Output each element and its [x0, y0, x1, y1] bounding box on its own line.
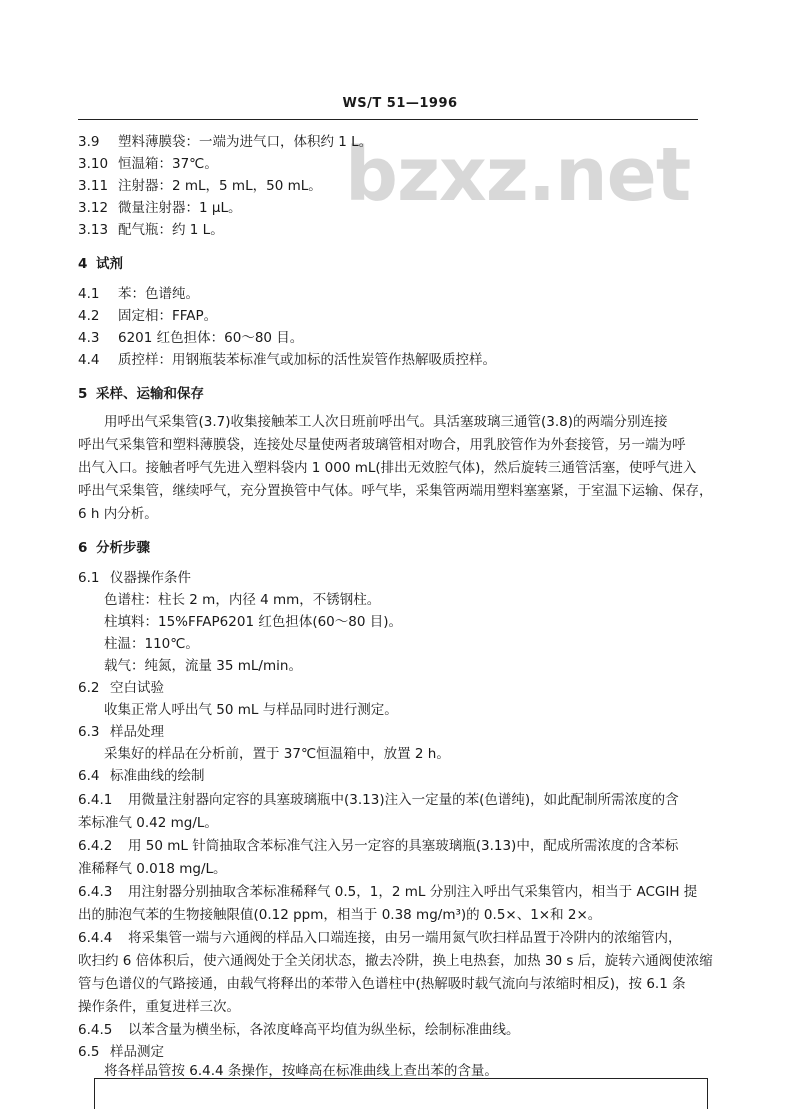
item-text: 微量注射器：1 μL。: [118, 200, 242, 216]
paragraph-line: 柱温：110℃。: [104, 636, 199, 652]
item-title: 空白试验: [110, 680, 164, 696]
paragraph-line: 呼出气采集管和塑料薄膜袋，连接处尽量使两者玻璃管相对吻合，用乳胶管作为外套接管，另一端为呼: [78, 437, 686, 453]
item-number: 4.2: [78, 308, 100, 324]
item-number: 6.4.4: [78, 930, 113, 946]
item-number: 6.5: [78, 1044, 100, 1060]
paragraph-line: 准稀释气 0.018 mg/L。: [78, 861, 227, 877]
paragraph-line: 呼出气采集管，继续呼气，充分置换管中气体。呼气毕，采集管两端用塑料塞塞紧，于室温下运输、保存，: [78, 483, 713, 499]
item-number: 4.4: [78, 352, 100, 368]
item-text: 塑料薄膜袋：一端为进气口，体积约 1 L。: [118, 134, 373, 150]
paragraph-line: 色谱柱：柱长 2 m，内径 4 mm，不锈钢柱。: [104, 592, 381, 608]
section-title: 采样、运输和保存: [96, 386, 204, 402]
item-title: 仪器操作条件: [110, 570, 191, 586]
paragraph-line: 吹扫约 6 倍体积后，使六通阀处于全关闭状态，撤去冷阱，换上电热套，加热 30 s 后，旋转六通阀使浓缩: [78, 953, 713, 969]
item-number: 6.4.1: [78, 792, 113, 808]
standard-code: WS/T 51—1996: [342, 96, 458, 111]
header-rule: [78, 119, 698, 120]
item-number: 6.4.5: [78, 1022, 113, 1038]
item-title: 样品处理: [110, 724, 164, 740]
section-number: 5: [78, 386, 88, 402]
paragraph-line: 柱填料：15%FFAP6201 红色担体(60～80 目)。: [104, 614, 403, 630]
item-number: 6.2: [78, 680, 100, 696]
item-title: 标准曲线的绘制: [110, 768, 205, 784]
paragraph-line: 管与色谱仪的气路接通，由载气将释出的苯带入色谱柱中(热解吸时载气流向与浓缩时相反)，按 6.1 条: [78, 976, 686, 992]
item-text: 注射器：2 mL，5 mL，50 mL。: [118, 178, 322, 194]
paragraph-line: 6 h 内分析。: [78, 506, 158, 522]
item-text: 苯：色谱纯。: [118, 286, 199, 302]
paragraph-line: 以苯含量为横坐标，各浓度峰高平均值为纵坐标，绘制标准曲线。: [128, 1022, 520, 1038]
item-number: 3.11: [78, 178, 109, 194]
item-text: 配气瓶：约 1 L。: [118, 222, 224, 238]
paragraph-line: 采集好的样品在分析前，置于 37℃恒温箱中，放置 2 h。: [104, 746, 450, 762]
item-number: 6.3: [78, 724, 100, 740]
item-number: 3.12: [78, 200, 109, 216]
item-number: 4.3: [78, 330, 100, 346]
item-text: 固定相：FFAP。: [118, 308, 218, 324]
paragraph-line: 用呼出气采集管(3.7)收集接触苯工人次日班前呼出气。具活塞玻璃三通管(3.8)的两端分别连接: [104, 414, 668, 430]
paragraph-line: 用注射器分别抽取含苯标准稀释气 0.5，1，2 mL 分别注入呼出气采集管内，相当于 ACGIH 提: [128, 884, 698, 900]
item-number: 3.13: [78, 222, 109, 238]
section-number: 6: [78, 540, 88, 556]
section-title: 分析步骤: [96, 540, 150, 556]
paragraph-line: 出的肺泡气苯的生物接触限值(0.12 ppm，相当于 0.38 mg/m³)的 0.5×、1×和 2×。: [78, 907, 602, 923]
item-text: 质控样：用钢瓶装苯标准气或加标的活性炭管作热解吸质控样。: [118, 352, 496, 368]
item-number: 4.1: [78, 286, 100, 302]
paragraph-line: 操作条件，重复进样三次。: [78, 999, 240, 1015]
item-title: 样品测定: [110, 1044, 164, 1060]
item-number: 6.4.3: [78, 884, 113, 900]
paragraph-line: 收集正常人呼出气 50 mL 与样品同时进行测定。: [104, 702, 398, 718]
paragraph-line: 苯标准气 0.42 mg/L。: [78, 815, 218, 831]
bottom-frame: [94, 1078, 708, 1109]
section-number: 4: [78, 256, 88, 272]
item-text: 恒温箱：37℃。: [118, 156, 218, 172]
paragraph-line: 将各样品管按 6.4.4 条操作，按峰高在标准曲线上查出苯的含量。: [104, 1063, 498, 1079]
section-title: 试剂: [96, 256, 123, 272]
watermark: bzxz.net: [345, 132, 691, 218]
item-number: 3.10: [78, 156, 109, 172]
item-number: 6.4: [78, 768, 100, 784]
item-number: 6.4.2: [78, 838, 113, 854]
item-number: 3.9: [78, 134, 100, 150]
item-number: 6.1: [78, 570, 100, 586]
paragraph-line: 用 50 mL 针筒抽取含苯标准气注入另一定容的具塞玻璃瓶(3.13)中，配成所需浓度的含苯标: [128, 838, 679, 854]
paragraph-line: 载气：纯氮，流量 35 mL/min。: [104, 658, 302, 674]
item-text: 6201 红色担体：60～80 目。: [118, 330, 304, 346]
paragraph-line: 用微量注射器向定容的具塞玻璃瓶中(3.13)注入一定量的苯(色谱纯)，如此配制所需浓度的含: [128, 792, 679, 808]
paragraph-line: 出气入口。接触者呼气先进入塑料袋内 1 000 mL(排出无效腔气体)，然后旋转三通管活塞，使呼气进入: [78, 460, 697, 476]
paragraph-line: 将采集管一端与六通阀的样品入口端连接，由另一端用氮气吹扫样品置于冷阱内的浓缩管内，: [128, 930, 682, 946]
